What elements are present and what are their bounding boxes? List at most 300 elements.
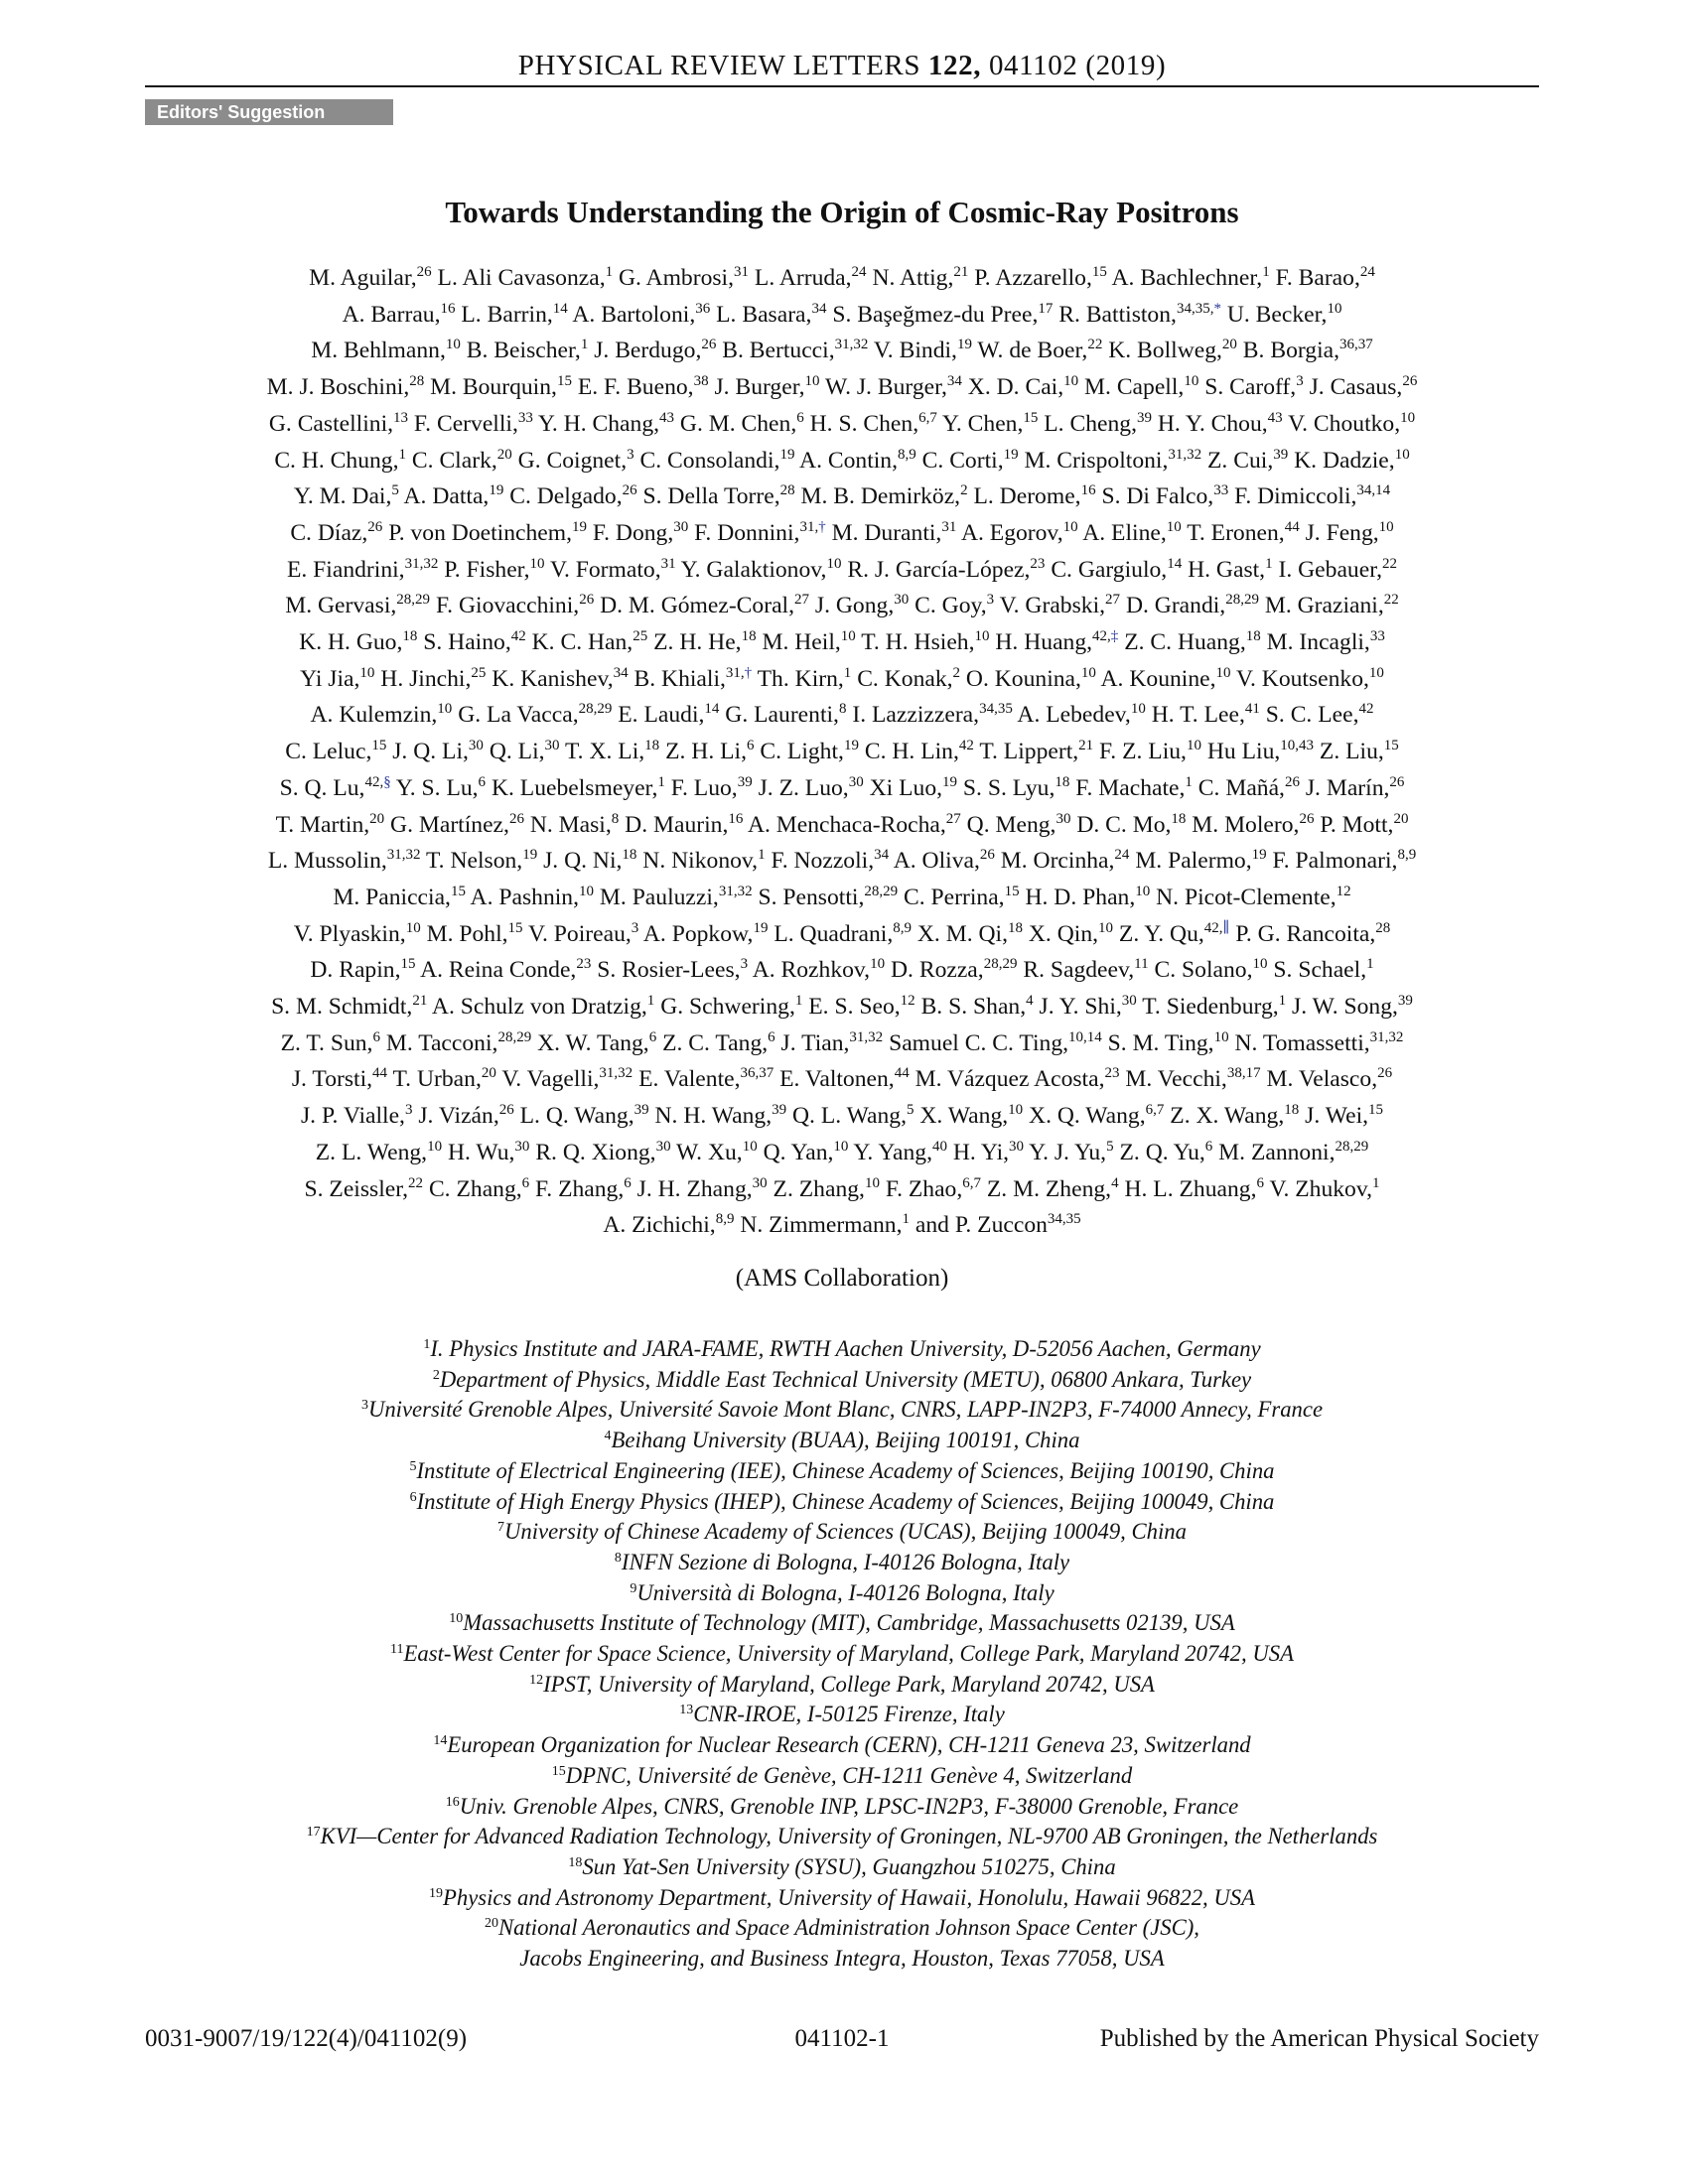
author-note-mark[interactable]: † [744,664,753,681]
author-affiliation-number: 41 [1244,701,1260,718]
affiliation [145,1944,1539,1975]
author-name: L. Arruda, [749,265,852,291]
author-affiliation-number: 31,32 [849,1028,884,1045]
author-affiliation-number: 14 [552,300,568,317]
author-name: J. H. Zhang, [631,1175,753,1202]
affiliation [145,1822,1539,1852]
author-name: S. Della Torre, [636,483,780,510]
author-affiliation-number: 15 [400,956,416,973]
author-name: M. Incagli, [1260,629,1370,656]
author-affiliation-number: 1 [646,993,655,1010]
author-affiliation-number: 3 [1296,373,1304,390]
author-name: C. Consolandi, [633,447,780,474]
author-name: C. Corti, [915,447,1004,474]
affiliation [145,1700,1539,1730]
author-name: M. Paniccia, [333,884,451,910]
author-name: P. von Doetinchem, [382,519,572,546]
author-affiliation-number: 10 [445,337,461,353]
author-name: Z. C. Huang, [1118,629,1246,656]
author-name: Z. C. Tang, [656,1029,769,1056]
author-name: V. Zhukov, [1263,1175,1373,1202]
affiliation-text: Department of Physics, Middle East Technical University (METU), 06800 Ankara, Turkey [439,1366,1252,1392]
author-name: H. T. Lee, [1145,702,1245,729]
affiliation-text: Institute of Electrical Engineering (IEE), Chinese Academy of Sciences, Beijing 100190, China [416,1457,1275,1483]
author-name: Y. M. Dai, [293,483,392,510]
author-name: B. Borgia, [1236,338,1340,364]
author-affiliation-number: 6 [796,409,804,426]
author-affiliation-number: 22 [1382,555,1398,572]
author-name: F. Palmonari, [1266,848,1398,875]
author-name: F. Giovacchini, [430,593,580,619]
author-affiliation-number: 15 [450,883,466,899]
author-name: G. La Vacca, [452,702,579,729]
author-affiliation-number: 26 [979,847,995,864]
author-name: S. Caroff, [1198,374,1297,401]
author-affiliation-number: 10 [1186,738,1201,754]
author-name: W. J. Burger, [819,374,947,401]
author-name: V. Koutsenko, [1230,665,1369,692]
author-affiliation-number: 30 [1055,810,1071,827]
author-name: L. Cheng, [1038,410,1137,437]
author-name: K. C. Han, [525,629,633,656]
author-name: T. Nelson, [420,848,523,875]
author-affiliation-number: 44 [372,1065,388,1082]
author-name: A. Eline, [1077,519,1167,546]
affiliation-number: 17 [306,1825,321,1841]
author-affiliation-number: 19 [1251,847,1267,864]
author-name: M. Molero, [1186,811,1300,838]
author-name: C. Clark, [406,447,497,474]
author-affiliation-number: 31 [660,555,676,572]
author-name: H. S. Chen, [803,410,919,437]
author-affiliation-number: 10 [1008,1102,1024,1119]
author-affiliation-number: 18 [1284,1102,1300,1119]
author-affiliation-number: 30 [514,1138,530,1155]
affiliation [145,1852,1539,1883]
author-line [145,1135,1539,1171]
author-affiliation-number: 34,35, [1176,300,1214,317]
author-affiliation-number: 43 [1267,409,1283,426]
author-name: M. Bourquin, [424,374,557,401]
author-name: A. Kulemzin, [310,702,438,729]
author-affiliation-number: 19 [753,919,769,936]
author-name: D. M. Gómez-Coral, [594,593,795,619]
author-name: C. Solano, [1148,957,1253,984]
author-affiliation-number: 10 [1130,701,1146,718]
collaboration-name: (AMS Collaboration) [735,1265,949,1292]
author-affiliation-number: 31,32 [834,337,869,353]
author-name: V. Bindi, [868,338,957,364]
author-affiliation-number: 30 [894,592,910,609]
journal-name: PHYSICAL REVIEW LETTERS [517,50,921,81]
affiliation-number: 4 [604,1429,612,1444]
author-name: M. Capell, [1078,374,1185,401]
author-affiliation-number: 15 [1004,883,1020,899]
author-affiliation-number: 20 [496,446,512,463]
author-affiliation-number: 12 [900,993,915,1010]
author-affiliation-number: 18 [741,628,757,645]
author-affiliation-number: 10 [1378,518,1394,535]
author-name: L. Q. Wang, [513,1103,634,1130]
author-name: Z. Cui, [1201,447,1274,474]
author-name: Hu Liu, [1200,739,1281,765]
author-name: X. W. Tang, [531,1029,649,1056]
affiliation-number: 9 [630,1580,637,1596]
author-affiliation-number: 31,32 [599,1065,633,1082]
author-name: F. Zhao, [879,1175,963,1202]
author-name: T. Lippert, [973,739,1079,765]
affiliation-text: Beihang University (BUAA), Beijing 100191, China [611,1428,1080,1453]
author-name: B. Beischer, [460,338,581,364]
author-name: R. Battiston, [1053,301,1177,328]
author-name: J. Q. Ni, [537,848,623,875]
author-name: A. Egorov, [956,519,1063,546]
author-name: J. P. Vialle, [300,1103,405,1130]
author-name: A. Menchaca-Rocha, [743,811,946,838]
editors-suggestion-badge: Editors' Suggestion [145,99,393,125]
author-affiliation-number: 18 [622,847,637,864]
author-name: G. Ambrosi, [613,265,735,291]
affiliation-number: 20 [485,1916,498,1932]
author-affiliation-number: 31, [725,664,745,681]
author-note-mark[interactable]: * [1213,300,1221,317]
affiliation [145,1730,1539,1761]
affiliation-number: 12 [529,1672,544,1688]
affiliation [145,1761,1539,1792]
author-affiliation-number: 38 [693,373,709,390]
author-affiliation-number: 10 [1166,518,1182,535]
author-name: A. Contin, [794,447,899,474]
author-name: S. Di Falco, [1095,483,1214,510]
author-affiliation-number: 5 [1106,1138,1114,1155]
author-affiliation-number: 19 [779,446,795,463]
author-name: M. Orcinha, [994,848,1115,875]
author-name: C. Delgado, [503,483,623,510]
affiliation-number: 19 [429,1885,444,1901]
author-name: L. Ali Cavasonza, [431,265,606,291]
author-name: M. Gervasi, [285,593,397,619]
author-affiliation-number: 19 [956,337,972,353]
author-name: F. Dimiccoli, [1228,483,1357,510]
author-name: W. Xu, [670,1139,743,1165]
author-affiliation-number: 19 [489,482,504,499]
author-affiliation-number: 6 [624,1174,632,1191]
author-name: Y. Galaktionov, [675,556,827,583]
author-name: A. Rozhkov, [748,957,871,984]
author-affiliation-number: 31 [941,518,957,535]
author-affiliation-number: 36,37 [740,1065,774,1082]
author-affiliation-number: 1 [605,264,614,280]
author-affiliation-number: 28,29 [864,883,899,899]
author-affiliation-number: 39 [772,1102,787,1119]
affiliation-number: 5 [409,1458,417,1474]
author-affiliation-number: 10 [742,1138,758,1155]
journal-volume: 122, [927,50,982,81]
author-affiliation-number: 3 [740,956,749,973]
author-affiliation-number: 3 [404,1102,413,1119]
author-name: N. Nikonov, [636,848,759,875]
affiliation-text: National Aeronautics and Space Administration Johnson Space Center (JSC), [498,1915,1199,1941]
author-name: M. Crispoltoni, [1018,447,1169,474]
author-name: S. Q. Lu, [279,774,365,801]
author-name: K. H. Guo, [299,629,403,656]
author-affiliation-number: 16 [1080,482,1096,499]
author-affiliation-number: 1 [1366,956,1374,973]
author-affiliation-number: 39 [1397,993,1413,1010]
author-affiliation-number: 15 [507,919,523,936]
affiliation [145,1608,1539,1639]
author-name: F. Luo, [664,774,738,801]
author-affiliation-number: 28 [1375,919,1391,936]
author-name: C. H. Lin, [858,739,959,765]
author-name: Y. J. Yu, [1024,1139,1107,1165]
author-affiliation-number: 5 [391,482,399,499]
author-name: Z. L. Weng, [315,1139,428,1165]
author-name: T. Siedenburg, [1136,994,1279,1021]
author-affiliation-number: 1 [1278,993,1287,1010]
author-affiliation-number: 25 [471,664,487,681]
author-name: F. Z. Liu, [1093,739,1187,765]
author-affiliation-number: 22 [1087,337,1103,353]
author-line [145,406,1539,443]
affiliation-text: Univ. Grenoble Alpes, CNRS, Grenoble INP, LPSC-IN2P3, F-38000 Grenoble, France [459,1793,1239,1819]
author-line [145,552,1539,589]
author-affiliation-number: 2 [952,664,961,681]
author-name: X. Q. Wang, [1023,1103,1146,1130]
author-note-mark[interactable]: ∥ [1222,919,1230,936]
author-name: J. Y. Shi, [1033,994,1122,1021]
author-line [145,478,1539,515]
author-affiliation-number: 20 [481,1065,496,1082]
author-affiliation-number: 28,29 [1335,1138,1369,1155]
author-name: Y. Chen, [936,410,1024,437]
author-name: Xi Luo, [863,774,943,801]
author-affiliation-number: 18 [1171,810,1187,827]
author-affiliation-number: 21 [1078,738,1094,754]
author-name: N. Masi, [523,811,612,838]
author-affiliation-number: 3 [627,446,634,463]
author-name: D. Grandi, [1120,593,1226,619]
author-affiliation-number: 1 [843,664,852,681]
author-name: X. Qin, [1023,920,1099,947]
author-name: K. Bollweg, [1102,338,1222,364]
author-name: W. de Boer, [971,338,1088,364]
author-list [145,260,1539,1244]
author-affiliation-number: 28,29 [497,1028,532,1045]
author-note-mark[interactable]: § [383,773,391,790]
author-affiliation-number: 10 [1135,883,1151,899]
author-affiliation-number: 15 [556,373,572,390]
author-affiliation-number: 23 [576,956,592,973]
affiliation-text: CNR-IROE, I-50125 Firenze, Italy [693,1702,1005,1727]
author-affiliation-number: 31, [799,518,819,535]
author-name: M. Vázquez Acosta, [909,1066,1105,1093]
author-affiliation-number: 19 [942,773,958,790]
author-name: V. Vagelli, [495,1066,600,1093]
author-name: X. D. Cai, [961,374,1064,401]
author-affiliation-number: 18 [402,628,418,645]
affiliation-text: University of Chinese Academy of Sciences (UCAS), Beijing 100049, China [504,1519,1187,1545]
author-affiliation-number: 28 [779,482,795,499]
author-name: J. Z. Luo, [752,774,849,801]
author-affiliation-number: 18 [1008,919,1023,936]
author-name: C. Leluc, [285,739,372,765]
affiliation-list [145,1334,1539,1975]
author-affiliation-number: 22 [408,1174,424,1191]
author-name: Z. H. He, [647,629,742,656]
author-note-mark[interactable]: ‡ [1110,628,1119,645]
author-affiliation-number: 34 [946,373,962,390]
author-name: R. J. García-López, [841,556,1031,583]
author-affiliation-number: 10 [840,628,856,645]
affiliation-number: 7 [497,1520,504,1536]
author-name: M. Vecchi, [1119,1066,1227,1093]
author-affiliation-number: 42 [1358,701,1374,718]
author-affiliation-number: 10 [405,919,421,936]
author-line [145,843,1539,880]
author-affiliation-number: 4 [1111,1174,1119,1191]
author-name: Z. Zhang, [767,1175,865,1202]
author-affiliation-number: 24 [1114,847,1130,864]
affiliation-number: 8 [614,1550,622,1566]
author-affiliation-number: 1 [1265,555,1273,572]
author-affiliation-number: 18 [1245,628,1261,645]
affiliation-number: 13 [679,1703,694,1718]
affiliation-number: 15 [551,1763,566,1779]
author-affiliation-number: 31,32 [718,883,753,899]
author-affiliation-number: 42 [958,738,974,754]
author-name: V. Plyaskin, [293,920,406,947]
author-affiliation-number: 28 [409,373,425,390]
author-name: C. Goy, [909,593,987,619]
author-name: L. Mussolin, [267,848,387,875]
author-affiliation-number: 27 [1105,592,1121,609]
author-name: J. Wei, [1299,1103,1369,1130]
affiliation-text: European Organization for Nuclear Research (CERN), CH-1211 Geneva 23, Switzerland [447,1732,1251,1758]
author-name: and P. Zuccon [910,1212,1048,1239]
affiliation-text: Sun Yat-Sen University (SYSU), Guangzhou 510275, China [582,1853,1116,1879]
author-affiliation-number: 10 [864,1174,880,1191]
author-line [145,1171,1539,1208]
author-name: A. Reina Conde, [415,957,577,984]
author-name: D. Rapin, [310,957,401,984]
author-name: C. Konak, [851,665,953,692]
author-affiliation-number: 26 [367,518,383,535]
author-name: M. J. Boschini, [266,374,410,401]
author-name: T. Urban, [387,1066,482,1093]
author-name: H. Y. Chou, [1151,410,1268,437]
author-name: E. F. Bueno, [571,374,694,401]
author-name: T. Martin, [275,811,370,838]
author-name: S. Haino, [417,629,511,656]
author-name: A. Pashnin, [465,884,580,910]
author-affiliation-number: 17 [1038,300,1054,317]
author-affiliation-number: 24 [851,264,867,280]
author-affiliation-number: 34,35 [1047,1211,1081,1228]
author-name: U. Becker, [1220,301,1328,328]
author-affiliation-number: 26 [508,810,524,827]
author-line [145,916,1539,953]
author-name: N. Zimmermann, [734,1212,903,1239]
author-line [145,697,1539,734]
author-line [145,297,1539,334]
author-name: Y. Yang, [848,1139,932,1165]
affiliation-number: 1 [423,1337,431,1352]
author-affiliation-number: 10 [974,628,990,645]
author-affiliation-number: 19 [572,518,587,535]
author-affiliation-number: 10 [1252,956,1268,973]
affiliation [145,1426,1539,1456]
author-name: S. M. Ting, [1101,1029,1214,1056]
author-name: T. X. Li, [559,739,645,765]
author-affiliation-number: 6,7 [918,409,937,426]
author-affiliation-number: 21 [412,993,428,1010]
author-affiliation-number: 6 [648,1028,657,1045]
author-affiliation-number: 10 [1327,300,1342,317]
author-affiliation-number: 15 [1023,409,1039,426]
author-name: V. Poireau, [522,920,632,947]
author-affiliation-number: 39 [737,773,753,790]
author-affiliation-number: 10 [1394,446,1410,463]
author-affiliation-number: 15 [1368,1102,1384,1119]
author-name: G. Schwering, [654,994,795,1021]
author-name: E. Fiandrini, [286,556,405,583]
author-affiliation-number: 26 [579,592,595,609]
author-affiliation-number: 28,29 [1225,592,1259,609]
author-name: A. Kounine, [1095,665,1216,692]
author-affiliation-number: 42, [364,773,384,790]
author-affiliation-number: 33 [1369,628,1385,645]
author-name: T. Eronen, [1181,519,1285,546]
author-affiliation-number: 20 [369,810,385,827]
author-name: M. Tacconi, [379,1029,498,1056]
author-name: A. Datta, [398,483,490,510]
author-name: C. H. Chung, [274,447,399,474]
footer-publisher: Published by the American Physical Society [1099,2025,1539,2052]
author-line [145,588,1539,624]
affiliation-text: Physics and Astronomy Department, University of Hawaii, Honolulu, Hawaii 96822, USA [443,1884,1255,1910]
author-name: J. Marín, [1299,774,1390,801]
author-affiliation-number: 27 [794,592,810,609]
author-affiliation-number: 10,43 [1280,738,1315,754]
author-affiliation-number: 30 [752,1174,768,1191]
author-affiliation-number: 19 [522,847,538,864]
author-name: M. Velasco, [1260,1066,1378,1093]
author-affiliation-number: 8 [838,701,847,718]
author-name: C. Light, [754,739,844,765]
author-affiliation-number: 43 [659,409,675,426]
author-note-mark[interactable]: † [818,518,826,535]
author-line [145,515,1539,552]
author-name: K. Kanishev, [486,665,614,692]
author-affiliation-number: 31,32 [1168,446,1202,463]
affiliation [145,1578,1539,1609]
author-name: C. Gargiulo, [1045,556,1168,583]
author-line [145,952,1539,989]
author-affiliation-number: 26 [1402,373,1418,390]
author-affiliation-number: 1 [1372,1174,1380,1191]
author-name: G. M. Chen, [674,410,797,437]
author-name: Z. Q. Yu, [1113,1139,1205,1165]
author-affiliation-number: 14 [704,701,720,718]
author-affiliation-number: 16 [728,810,744,827]
author-name: J. Q. Li, [386,739,469,765]
author-name: R. Sagdeev, [1017,957,1135,984]
author-affiliation-number: 6 [1256,1174,1264,1191]
author-affiliation-number: 44 [894,1065,910,1082]
author-affiliation-number: 39 [1273,446,1289,463]
author-name: Q. Meng, [960,811,1056,838]
